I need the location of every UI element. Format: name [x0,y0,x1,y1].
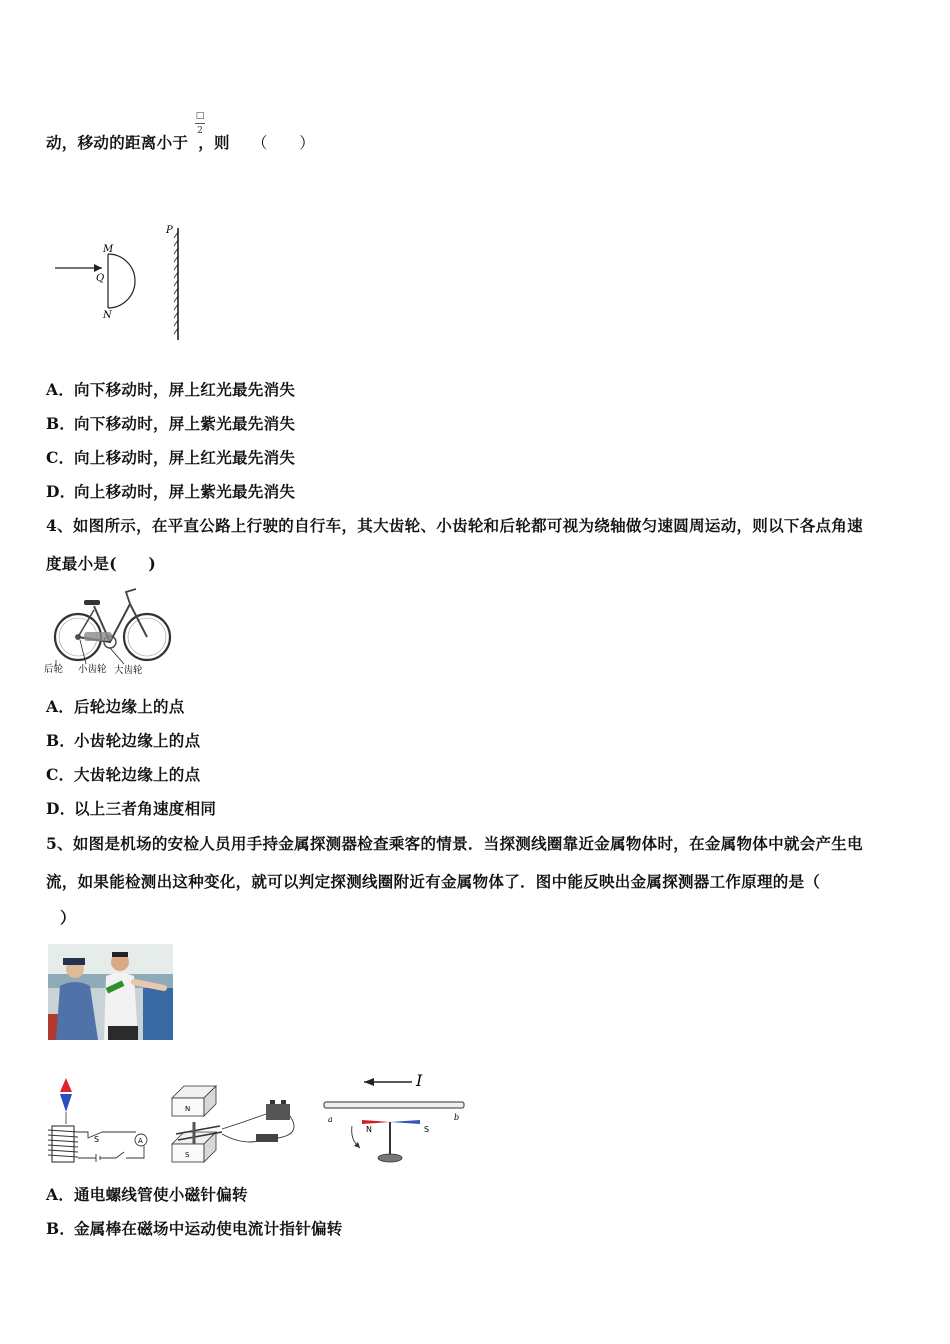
label-needle-s: S [424,1125,430,1134]
wire-compass-diagram [324,1074,464,1162]
label-m: M [103,244,114,255]
label-south-pole: S [185,1151,190,1159]
q5-stem-line2: 流，如果能检测出这种变化，就可以判定探测线圈附近有金属物体了．图中能反映出金属探测器工作原理的是（ [46,872,821,891]
switch-icon [256,1134,278,1142]
bicycle-figure [44,584,179,679]
q5-stem-line1: 5、如图是机场的安检人员用手持金属探测器检查乘客的情景．当探测线圈靠近金属物体时，在金属物体中就会产生电 [46,834,863,853]
q4-stem-line2: 度最小是( ) [46,554,157,573]
label-a: a [328,1115,333,1124]
svg-text:A: A [138,1137,143,1145]
handlebar-icon [126,589,136,604]
q5-option-a[interactable]: A．通电螺线管使小磁针偏转 [46,1185,248,1204]
label-big-gear: 大齿轮 [114,665,143,676]
q3-stem-tail [46,133,315,153]
battery-icon [266,1104,290,1120]
q5-option-b[interactable]: B．金属棒在磁场中运动使电流计指针偏转 [46,1219,343,1238]
label-switch-s: S [94,1135,100,1144]
compass-base [378,1154,402,1162]
q3-fraction-denominator: 2 [197,126,203,136]
ray-arrow-icon [94,264,102,272]
label-small-gear: 小齿轮 [78,664,107,675]
label-north-pole: N [185,1105,191,1113]
label-needle-n: N [366,1125,372,1134]
q4-stem-line1: 4、如图所示，在平直公路上行驶的自行车，其大齿轮、小齿轮和后轮都可视为绕轴做匀速圆周运动，则以下各点角速 [46,516,863,535]
semicircle-arc [108,254,135,308]
label-q: Q [96,273,105,284]
q3-stem-text: 动，移动的距离小于 [46,133,189,152]
q4-option-b[interactable]: B．小齿轮边缘上的点 [46,731,201,750]
label-rear-wheel: 后轮 [44,664,64,675]
q3-option-a[interactable]: A．向下移动时，屏上红光最先消失 [46,380,296,399]
solenoid-diagram [48,1078,147,1162]
fraction-bar [195,123,205,124]
semicircle-prism-figure [50,222,190,347]
current-arrow-icon [364,1078,374,1086]
chain-guard [84,632,112,641]
q4-option-c[interactable]: C．大齿轮边缘上的点 [46,765,201,784]
magnet-rod-diagram [172,1086,294,1162]
q4-option-a[interactable]: A．后轮边缘上的点 [46,697,185,716]
label-n: N [103,310,112,321]
q3-stem-end: ，则 [198,133,230,152]
security-check-photo [48,944,173,1040]
q5-stem-line3: ） [60,908,76,927]
q3-paren: （ ） [251,134,316,152]
saddle-icon [84,600,100,605]
q3-option-b[interactable]: B．向下移动时，屏上紫光最先消失 [46,414,296,433]
apparatus-figures [44,1074,474,1166]
q3-fraction-numerator: □ [195,111,205,121]
label-b: b [454,1113,460,1122]
q4-option-d[interactable]: D．以上三者角速度相同 [46,799,217,818]
label-current-i: I [416,1074,423,1090]
q3-option-d[interactable]: D．向上移动时，屏上紫光最先消失 [46,482,296,501]
q3-option-c[interactable]: C．向上移动时，屏上红光最先消失 [46,448,296,467]
officer-cap [63,958,85,965]
label-p: P [166,225,173,236]
